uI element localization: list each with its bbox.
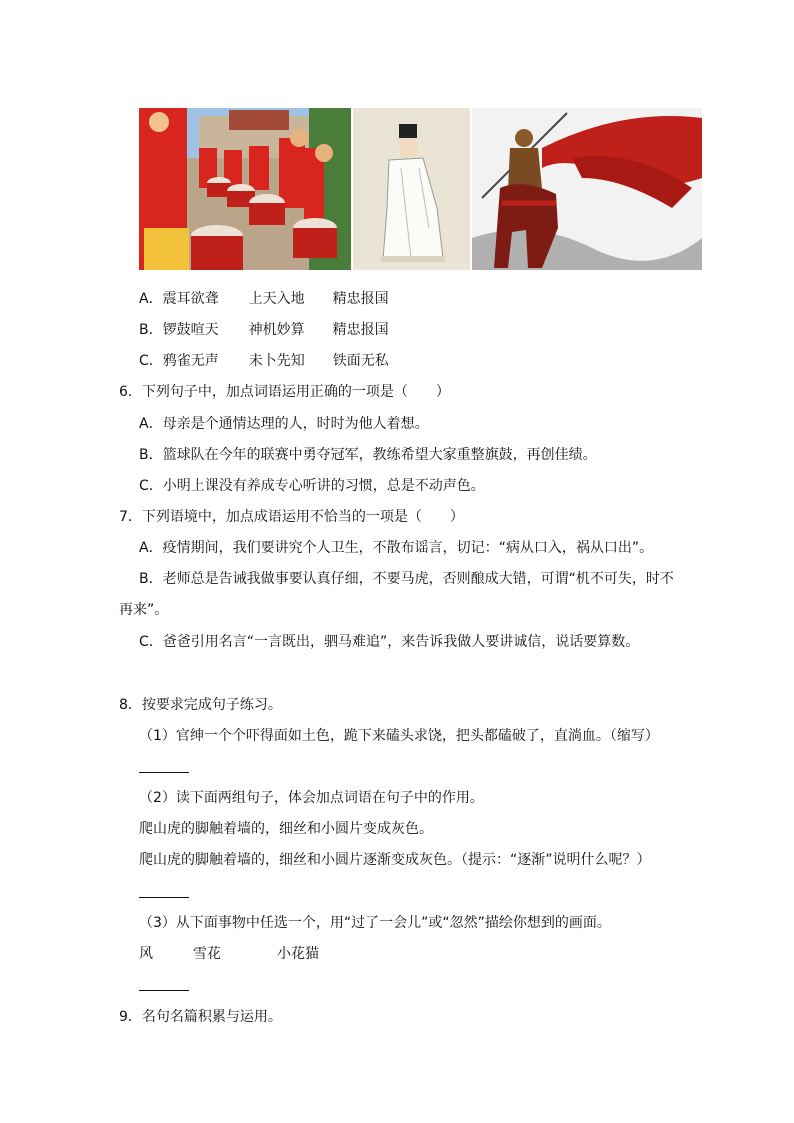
q7-option-b-line1: B．老师总是告诫我做事要认真仔细，不要马虎，否则酿成大错，可谓“机不可失，时不	[139, 571, 674, 587]
q7-stem: 7．下列语境中，加点成语运用不恰当的一项是（ ）	[119, 509, 464, 525]
option-word-2: 神机妙算	[248, 322, 305, 338]
general-illustration	[472, 108, 702, 270]
q8-sentence-1: 爬山虎的脚触着墙的，细丝和小圆片变成灰色。	[139, 821, 433, 837]
q6-option-c: C．小明上课没有养成专心听讲的习惯，总是不动声色。	[139, 478, 485, 494]
option-letter: B．	[139, 322, 163, 338]
scholar-illustration	[353, 108, 470, 270]
q8-sentence-2: 爬山虎的脚触着墙的，细丝和小圆片逐渐变成灰色。（提示：“逐渐”说明什么呢？）	[139, 852, 651, 868]
q6-option-a: A．母亲是个通情达理的人，时时为他人着想。	[139, 416, 429, 432]
q8-stem: 8．按要求完成句子练习。	[119, 697, 282, 713]
q9-stem: 9．名句名篇积累与运用。	[119, 1009, 282, 1025]
drum-performance-illustration	[139, 108, 351, 270]
drum-performance-image	[139, 108, 351, 270]
option-word-1: 鸦雀无声	[162, 353, 219, 369]
option-word-2: 未卜先知	[248, 353, 305, 369]
q8-part3: （3）从下面事物中任选一个，用“过了一会儿”或“忽然”描绘你想到的画面。	[139, 915, 611, 931]
option-word-1: 震耳欲聋	[162, 291, 219, 307]
q6-stem: 6．下列句子中，加点词语运用正确的一项是（ ）	[119, 384, 450, 400]
option-letter: C．	[139, 353, 163, 369]
option-word-1: 锣鼓喧天	[162, 322, 219, 338]
answer-blank-1[interactable]	[139, 772, 189, 773]
q5-option-c	[139, 351, 389, 371]
q6-option-b: B．篮球队在今年的联赛中勇夺冠军，教练希望大家重整旗鼓，再创佳绩。	[139, 447, 597, 463]
q8-choice-2: 雪花	[193, 946, 221, 962]
q7-option-b-line2: 再来”。	[119, 602, 169, 618]
option-word-3: 精忠报国	[332, 322, 389, 338]
option-letter: A．	[139, 291, 163, 307]
q7-option-a: A．疫情期间，我们要讲究个人卫生，不散布谣言，切记：“病从口入，祸从口出”。	[139, 540, 654, 556]
q8-choice-1: 风	[139, 946, 153, 962]
answer-blank-3[interactable]	[139, 990, 189, 991]
q8-part1: （1）官绅一个个吓得面如土色，跪下来磕头求饶，把头都磕破了，直淌血。（缩写）	[139, 728, 659, 744]
option-word-3: 精忠报国	[332, 291, 389, 307]
option-word-3: 铁面无私	[332, 353, 389, 369]
option-word-2: 上天入地	[248, 291, 305, 307]
q8-part2: （2）读下面两组句子，体会加点词语在句子中的作用。	[139, 790, 484, 806]
q5-option-a	[139, 289, 389, 309]
scholar-image	[353, 108, 470, 270]
q7-option-c: C．爸爸引用名言“一言既出，驷马难追”，来告诉我做人要讲诚信，说话要算数。	[139, 634, 640, 650]
answer-blank-2[interactable]	[139, 897, 189, 898]
q8-choice-3: 小花猫	[277, 946, 319, 962]
general-image	[472, 108, 702, 270]
q5-option-b	[139, 320, 389, 340]
